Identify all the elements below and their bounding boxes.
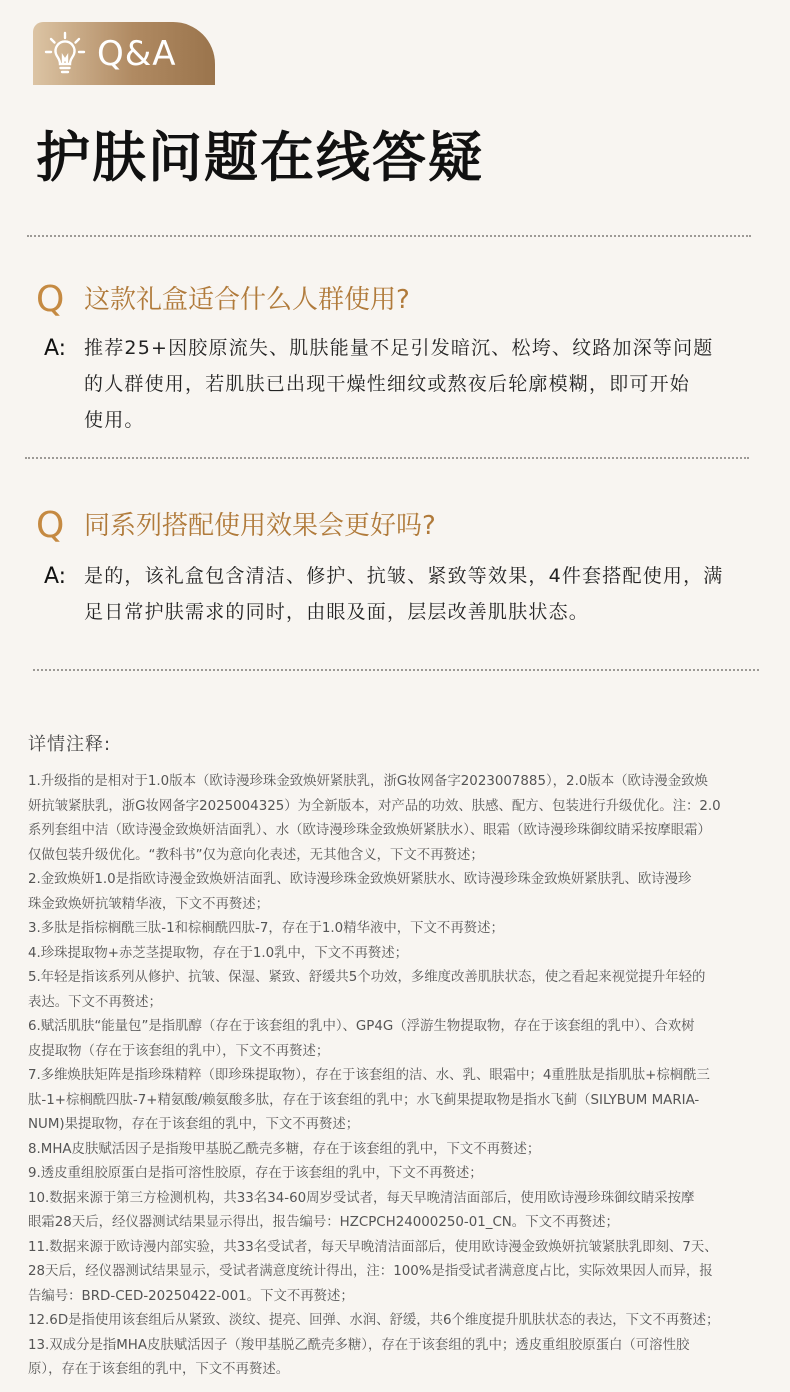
note-line: 13.双成分是指MHA皮肤赋活因子（羧甲基脱乙酰壳多糖），存在于该套组的乳中；透皮重组胶原蛋白（可溶性胶 (28, 1337, 690, 1353)
page-title: 护肤问题在线答疑 (36, 126, 484, 189)
note-line: 5.年轻是指该系列从修护、抗皱、保湿、紧致、舒缓共5个功效，多维度改善肌肤状态，使之看起来视觉提升年轻的 (28, 970, 706, 985)
note-line: 3.多肽是指棕榈酰三肽-1和棕榈酰四肽-7，存在于1.0精华液中，下文不再赘述； (28, 921, 504, 936)
note-line: 2.金致焕妍1.0是指欧诗漫金致焕妍洁面乳、欧诗漫珍珠金致焕妍紧肤水、欧诗漫珍珠金致焕妍紧肤乳、欧诗漫珍 (28, 872, 692, 887)
note-line: 8.MHA皮肤赋活因子是指羧甲基脱乙酰壳多糖，存在于该套组的乳中，下文不再赘述； (28, 1141, 541, 1157)
answer-line: 推荐25+因胶原流失、肌肤能量不足引发暗沉、松垮、纹路加深等问题 (84, 337, 714, 359)
note-line: 9.透皮重组胶原蛋白是指可溶性胶原，存在于该套组的乳中，下文不再赘述； (28, 1166, 483, 1181)
note-line: 1.升级指的是相对于1.0版本（欧诗漫珍珠金致焕妍紧肤乳，浙G妆网备字2023007885），2.0版本（欧诗漫金致焕 (28, 774, 708, 789)
note-line: 眼霜28天后，经仪器测试结果显示得出，报告编号：HZCPCH24000250-01_CN。下文不再赘述； (28, 1215, 619, 1230)
note-line: 28天后，经仪器测试结果显示，受试者满意度统计得出，注：100%是指受试者满意度占比，实际效果因人而异，报 (28, 1264, 713, 1279)
divider (33, 669, 759, 671)
answer-line: 足日常护肤需求的同时，由眼及面，层层改善肌肤状态。 (84, 601, 590, 623)
note-line: 11.数据来源于欧诗漫内部实验，共33名受试者，每天早晚清洁面部后，使用欧诗漫金致焕妍抗皱紧肤乳即刻、7天、 (28, 1239, 718, 1255)
note-line: 原），存在于该套组的乳中，下文不再赘述。 (28, 1362, 290, 1377)
divider (25, 457, 749, 459)
note-line: 7.多维焕肤矩阵是指珍珠精粹（即珍珠提取物），存在于该套组的洁、水、乳、眼霜中；4重胜肽是指肌肽+棕榈酰三 (28, 1068, 710, 1083)
note-line: 表达。下文不再赘述； (28, 994, 162, 1010)
answer-text (84, 330, 714, 438)
question-2 (36, 506, 436, 546)
note-line: 肽-1+棕榈酰四肽-7+精氨酸/赖氨酸多肽，存在于该套组的乳中；水飞蓟果提取物是指水飞蓟（SILYBUM MARIA- (28, 1092, 700, 1108)
answer-line: 的人群使用，若肌肤已出现干燥性细纹或熬夜后轮廓模糊，即可开始 (84, 373, 691, 395)
q-mark: Q (36, 279, 65, 320)
note-line: 12.6D是指使用该套组后从紧致、淡纹、提亮、回弹、水润、舒缓，共6个维度提升肌肤状态的表达，下文不再赘述； (28, 1313, 720, 1328)
note-line: 4.珍珠提取物+赤芝茎提取物，存在于1.0乳中，下文不再赘述； (28, 945, 409, 961)
answer-line: 使用。 (84, 409, 145, 431)
notes-body (28, 770, 758, 1383)
answer-line: 是的，该礼盒包含清洁、修护、抗皱、紧致等效果，4件套搭配使用，满 (84, 565, 724, 587)
question-1 (36, 280, 410, 320)
note-line: 10.数据来源于第三方检测机构，共33名34-60周岁受试者，每天早晚清洁面部后，使用欧诗漫珍珠御纹睛采按摩 (28, 1190, 695, 1206)
question-text: 这款礼盒适合什么人群使用? (84, 285, 410, 315)
note-line: 6.赋活肌肤“能量包”是指肌醇（存在于该套组的乳中）、GP4G（浮游生物提取物，存在于该套组的乳中）、合欢树 (28, 1019, 695, 1034)
note-line: 皮提取物（存在于该套组的乳中），下文不再赘述； (28, 1043, 330, 1059)
note-line: 告编号：BRD-CED-20250422-001。下文不再赘述； (28, 1288, 354, 1304)
divider (27, 235, 751, 237)
lightbulb-icon (43, 30, 87, 78)
notes-title: 详情注释: (28, 734, 112, 755)
qa-label: Q&A (97, 34, 177, 74)
answer-text (84, 558, 724, 630)
answer-2 (44, 558, 724, 630)
note-line: 珠金致焕妍抗皱精华液，下文不再赘述； (28, 896, 270, 912)
q-mark: Q (36, 505, 65, 546)
a-mark: A: (44, 564, 67, 589)
qa-badge (33, 22, 215, 85)
note-line: 妍抗皱紧肤乳，浙G妆网备字2025004325）为全新版本，对产品的功效、肤感、配方、包装进行升级优化。注：2.0 (28, 798, 721, 814)
answer-1 (44, 330, 714, 438)
note-line: NUM)果提取物，存在于该套组的乳中，下文不再赘述； (28, 1117, 360, 1132)
note-line: 仅做包装升级优化。“教科书”仅为意向化表述，无其他含义，下文不再赘述； (28, 847, 484, 863)
a-mark: A: (44, 336, 67, 361)
note-line: 系列套组中洁（欧诗漫金致焕妍洁面乳）、水（欧诗漫珍珠金致焕妍紧肤水）、眼霜（欧诗漫珍珠御纹睛采按摩眼霜） (28, 823, 711, 838)
question-text: 同系列搭配使用效果会更好吗? (84, 511, 436, 541)
